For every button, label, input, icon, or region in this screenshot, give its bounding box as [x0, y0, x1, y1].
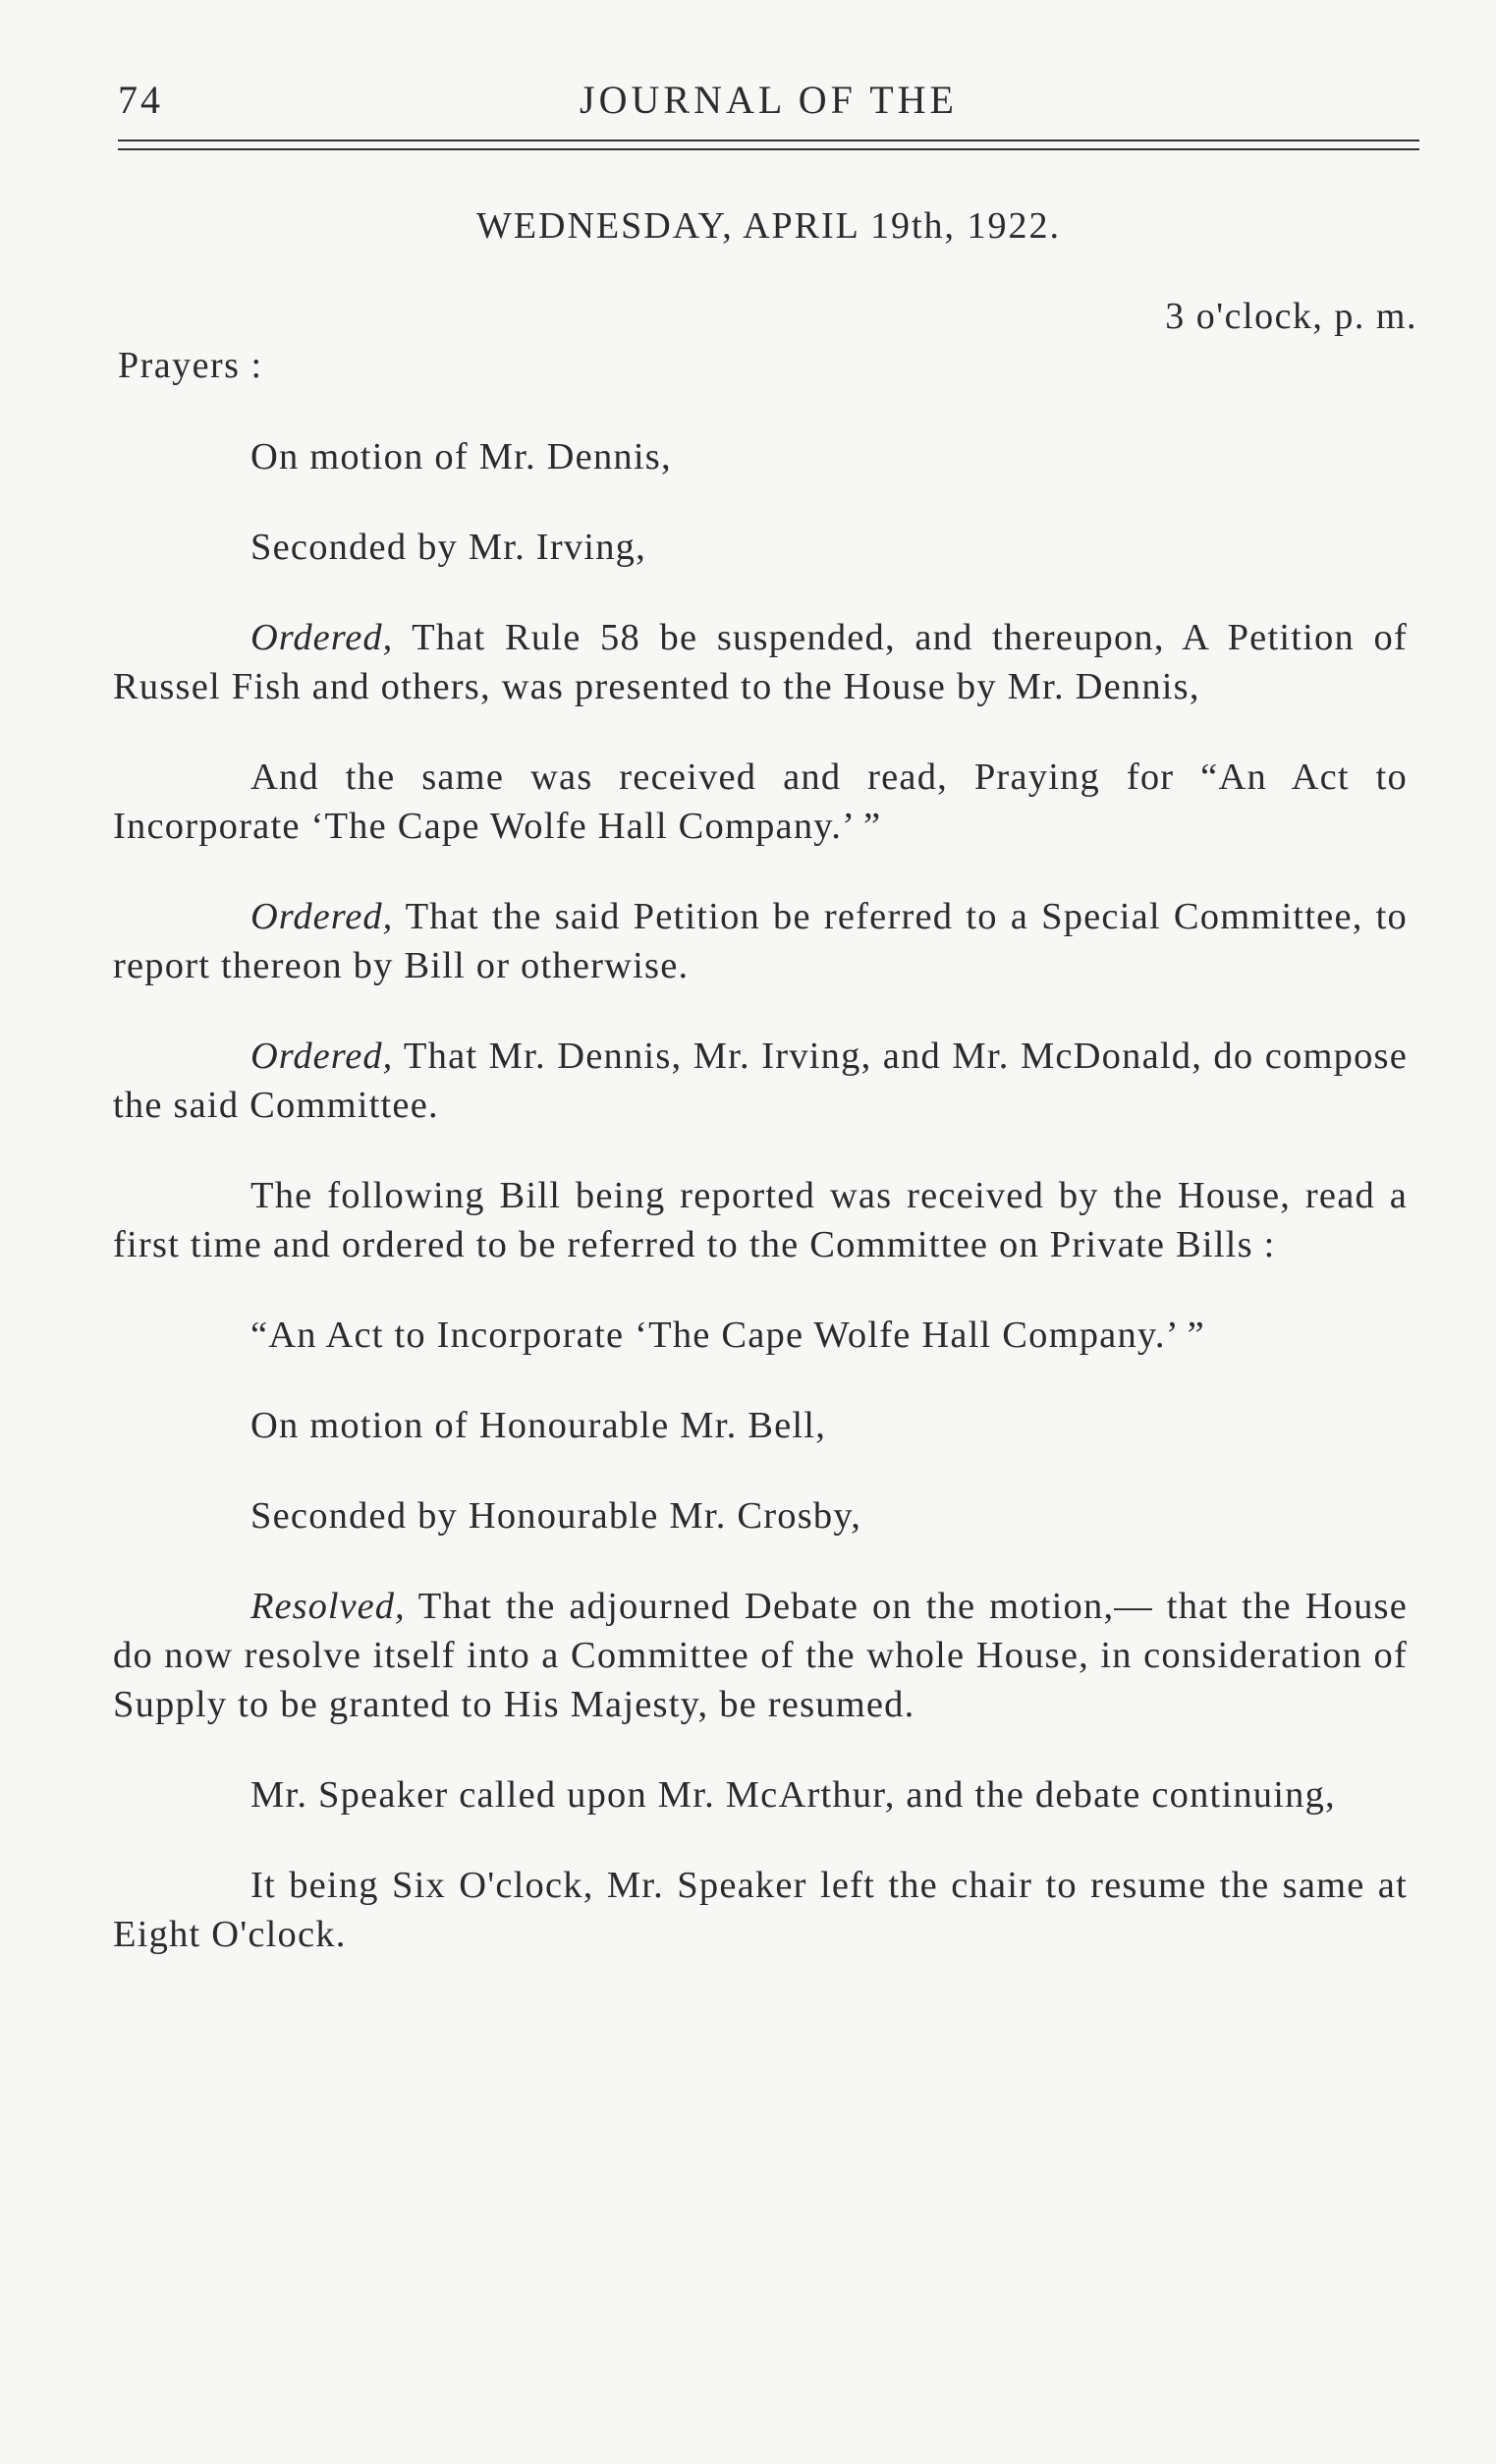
- header-rule-bottom: [118, 148, 1419, 150]
- paragraph-text: Mr. Speaker called upon Mr. McArthur, and the debate continuing,: [250, 1774, 1336, 1816]
- page-number: 74: [118, 78, 163, 122]
- paragraph-text: That the said Petition be referred to a Special Committee, to report thereon by Bill or otherwise.: [113, 896, 1408, 986]
- paragraph: [113, 613, 1408, 711]
- paragraph-text: And the same was received and read, Praying for “An Act to Incorporate ‘The Cape Wolfe Hall Company.’ ”: [113, 756, 1408, 847]
- paragraph-lead: Resolved,: [250, 1586, 406, 1627]
- paragraph-text: The following Bill being reported was received by the House, read a first time and ordered to be referred to the Committee on Private Bills :: [113, 1175, 1408, 1265]
- prayers-heading: Prayers :: [118, 345, 263, 386]
- paragraph: [113, 1401, 1408, 1450]
- paragraph: [113, 432, 1408, 481]
- paragraph: [113, 753, 1408, 851]
- paragraph-text: On motion of Mr. Dennis,: [250, 436, 672, 477]
- paragraph-text: That Mr. Dennis, Mr. Irving, and Mr. McDonald, do compose the said Committee.: [113, 1036, 1408, 1126]
- paragraph: [113, 1491, 1408, 1540]
- paragraph: [113, 1171, 1408, 1269]
- paragraph: [113, 1032, 1408, 1130]
- paragraph-lead: Ordered,: [250, 896, 394, 937]
- paragraph: [113, 1861, 1408, 1959]
- paragraph-text: Seconded by Honourable Mr. Crosby,: [250, 1495, 862, 1537]
- paragraph: [113, 1311, 1408, 1360]
- paragraph: [113, 892, 1408, 990]
- paragraph-lead: Ordered,: [250, 1036, 394, 1077]
- paragraph: [113, 523, 1408, 572]
- paragraph: [113, 1770, 1408, 1820]
- paragraph-text: It being Six O'clock, Mr. Speaker left the chair to resume the same at Eight O'clock.: [113, 1865, 1408, 1955]
- session-time: 3 o'clock, p. m.: [1165, 296, 1417, 337]
- paragraph-text: “An Act to Incorporate ‘The Cape Wolfe Hall Company.’ ”: [250, 1315, 1205, 1356]
- paragraph-text: Seconded by Mr. Irving,: [250, 527, 646, 568]
- paragraph-text: That Rule 58 be suspended, and thereupon, A Petition of Russel Fish and others, was presented to the House by Mr. Dennis,: [113, 617, 1408, 707]
- date-heading: WEDNESDAY, APRIL 19th, 1922.: [475, 205, 1062, 247]
- paragraph-text: That the adjourned Debate on the motion,— that the House do now resolve itself into a Committee of the whole House, in consideration of Supply to be granted to His Majesty, be resumed.: [113, 1586, 1408, 1725]
- running-head: [118, 77, 1419, 126]
- paragraph: [113, 1582, 1408, 1729]
- paragraph-text: On motion of Honourable Mr. Bell,: [250, 1405, 827, 1446]
- paragraph-lead: Ordered,: [250, 617, 394, 658]
- journal-title: JOURNAL OF THE: [580, 78, 958, 122]
- header-rule-top: [118, 140, 1419, 141]
- proceedings-body: [113, 432, 1408, 2000]
